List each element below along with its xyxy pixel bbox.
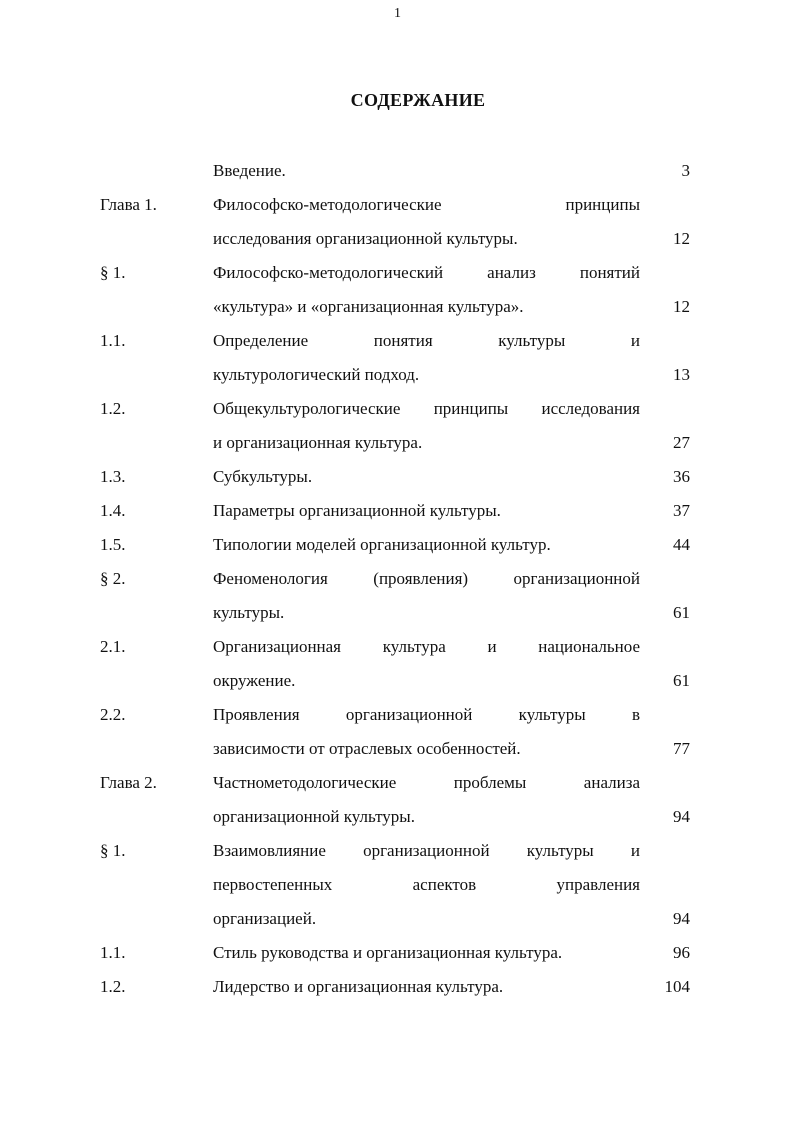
toc-entry-page: 12 — [673, 297, 690, 316]
toc-entry-number: § 1. — [100, 841, 126, 860]
toc-entry-title — [213, 766, 640, 834]
toc-entry-title-line: зависимости от отраслевых особенностей. — [213, 739, 521, 758]
toc-entry-title-line: Лидерство и организационная культура. — [213, 977, 504, 996]
toc-entry-page: 36 — [673, 467, 690, 486]
toc-entry-title — [213, 698, 640, 766]
toc-entry-number: 2.2. — [100, 705, 126, 724]
toc-entry-title — [213, 528, 640, 562]
toc-entry-number: 1.2. — [100, 399, 126, 418]
toc-entry-1-4 — [0, 494, 795, 528]
toc-entry-number: Глава 2. — [100, 773, 157, 792]
toc-entry-page: 104 — [664, 977, 690, 996]
toc-entry-title-line: Организационная культура и национальное — [213, 637, 640, 656]
toc-entry-title-line: Общекультурологические принципы исследования — [213, 399, 640, 418]
toc-entry-title-line: Определение понятия культуры и — [213, 331, 640, 350]
toc-entry-title — [213, 154, 640, 188]
toc-entry-title-line: организационной культуры. — [213, 807, 415, 826]
toc-entry-chapter-2-section-1 — [0, 834, 795, 936]
toc-entry-number: § 2. — [100, 569, 126, 588]
toc-entry-page: 13 — [673, 365, 690, 384]
toc-entry-2-2 — [0, 698, 795, 766]
toc-entry-1-3 — [0, 460, 795, 494]
toc-entry-title-line: Феноменология (проявления) организационной — [213, 569, 640, 588]
toc-entry-title-line: окружение. — [213, 671, 296, 690]
toc-entry-title — [213, 188, 640, 256]
toc-entry-page: 12 — [673, 229, 690, 248]
toc-entry-title — [213, 494, 640, 528]
toc-entry-title — [213, 562, 640, 630]
toc-entry-page: 61 — [673, 671, 690, 690]
toc-entry-page: 3 — [681, 161, 690, 180]
toc-entry-chapter-2-1-1 — [0, 936, 795, 970]
toc-entry-chapter-1 — [0, 188, 795, 256]
toc-entry-title — [213, 460, 640, 494]
toc-entry-1-5 — [0, 528, 795, 562]
toc-entry-number: 1.1. — [100, 943, 126, 962]
toc-entry-section-1 — [0, 256, 795, 324]
toc-entry-title-line: Философско-методологический анализ понятий — [213, 263, 640, 282]
toc-entry-number: 2.1. — [100, 637, 126, 656]
toc-entry-title-line: Введение. — [213, 161, 286, 180]
toc-entry-chapter-2 — [0, 766, 795, 834]
toc-entry-title-line: Частнометодологические проблемы анализа — [213, 773, 640, 792]
toc-entry-title-line: первостепенных аспектов управления — [213, 875, 640, 894]
toc-entry-page: 94 — [673, 807, 690, 826]
toc-entry-title — [213, 256, 640, 324]
toc-entry-title — [213, 324, 640, 392]
toc-entry-title-line: организацией. — [213, 909, 317, 928]
toc-entry-title-line: культуры. — [213, 603, 285, 622]
toc-entry-title-line: Параметры организационной культуры. — [213, 501, 501, 520]
toc-entry-1-1 — [0, 324, 795, 392]
toc-entry-page: 94 — [673, 909, 690, 928]
page-number: 1 — [394, 6, 401, 21]
toc-entry-number: § 1. — [100, 263, 126, 282]
toc-entry-number: 1.4. — [100, 501, 126, 520]
toc-entry-title-line: «культура» и «организационная культура». — [213, 297, 524, 316]
toc-entry-page: 27 — [673, 433, 690, 452]
toc-entry-title — [213, 392, 640, 460]
table-of-contents — [0, 154, 795, 1004]
toc-entry-section-2 — [0, 562, 795, 630]
toc-entry-page: 44 — [673, 535, 690, 554]
toc-entry-title-line: Философско-методологические принципы — [213, 195, 640, 214]
toc-entry-title-line: Субкультуры. — [213, 467, 313, 486]
toc-entry-title — [213, 834, 640, 936]
toc-entry-number: 1.2. — [100, 977, 126, 996]
toc-entry-number: 1.1. — [100, 331, 126, 350]
toc-entry-title-line: культурологический подход. — [213, 365, 420, 384]
toc-entry-number: Глава 1. — [100, 195, 157, 214]
toc-entry-number: 1.5. — [100, 535, 126, 554]
toc-entry-page: 37 — [673, 501, 690, 520]
toc-entry-title-line: Стиль руководства и организационная культура. — [213, 943, 563, 962]
toc-entry-title-line: Взаимовлияние организационной культуры и — [213, 841, 640, 860]
toc-entry-1-2 — [0, 392, 795, 460]
toc-entry-page: 61 — [673, 603, 690, 622]
toc-entry-title — [213, 970, 640, 1004]
toc-entry-title-line: Типологии моделей организационной культур. — [213, 535, 551, 554]
toc-entry-title — [213, 630, 640, 698]
page-title: СОДЕРЖАНИЕ — [350, 90, 486, 110]
toc-entry-title-line: исследования организационной культуры. — [213, 229, 518, 248]
toc-entry-number: 1.3. — [100, 467, 126, 486]
toc-entry-2-1 — [0, 630, 795, 698]
toc-entry-page: 96 — [673, 943, 690, 962]
toc-entry-title-line: Проявления организационной культуры в — [213, 705, 640, 724]
toc-entry-title — [213, 936, 640, 970]
toc-entry-title-line: и организационная культура. — [213, 433, 423, 452]
toc-entry-introduction — [0, 154, 795, 188]
toc-entry-chapter-2-1-2 — [0, 970, 795, 1004]
toc-entry-page: 77 — [673, 739, 690, 758]
